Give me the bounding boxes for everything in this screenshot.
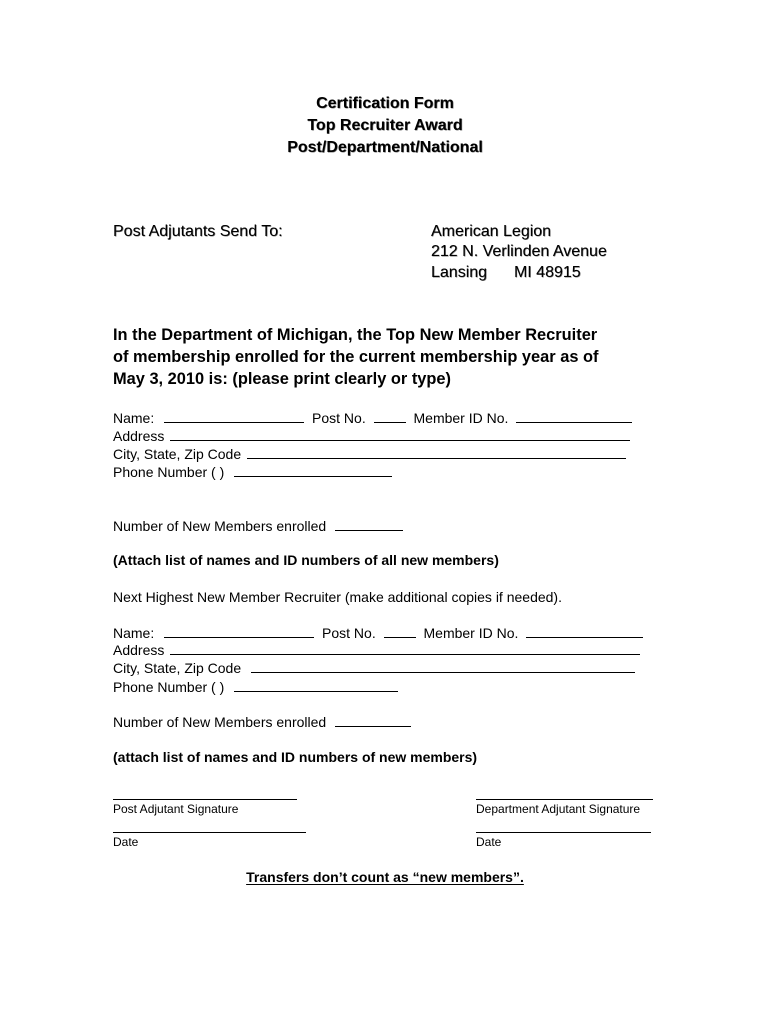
address-org: American Legion [431,223,552,240]
footer-note-text: Transfers don’t count as “new members”. [246,869,524,885]
member-id-field[interactable] [516,409,632,423]
intro-line-2: of membership enrolled for the current membership year as of [113,348,599,366]
city-state-zip-field[interactable] [247,445,626,459]
member-id-label: Member ID No. [413,410,509,426]
name-field[interactable] [164,409,304,423]
address-street: 212 N. Verlinden Avenue [431,243,607,260]
attach-note-2: (attach list of names and ID numbers of new members) [113,749,478,765]
recruiter-2-name-row [113,624,643,641]
member-id-label: Member ID No. [423,625,519,641]
city-state-zip-field[interactable] [251,659,635,673]
post-no-field[interactable] [374,409,406,423]
date-right-line[interactable] [476,832,651,833]
recruiter-2-count-row [113,713,411,730]
department-adjutant-signature-line[interactable] [476,799,653,800]
attach-note-1: (Attach list of names and ID numbers of all new members) [113,552,499,568]
address-city: Lansing [431,264,488,281]
city-state-zip-label: City, State, Zip Code [113,660,242,676]
recruiter-2-city-row [113,659,635,676]
intro-line-3: May 3, 2010 is: (please print clearly or type) [113,370,451,388]
recruiter-2-phone-row [113,678,398,695]
date-left-line[interactable] [113,832,306,833]
recruiter-1-phone-row [113,463,392,480]
address-label: Address [113,428,165,444]
intro-line-1: In the Department of Michigan, the Top New Member Recruiter [113,326,598,344]
post-adjutant-signature-label: Post Adjutant Signature [113,802,239,816]
address-field[interactable] [170,427,630,441]
new-members-label: Number of New Members enrolled [113,714,327,730]
new-members-label: Number of New Members enrolled [113,518,327,534]
post-adjutant-signature-line[interactable] [113,799,297,800]
name-label: Name: [113,625,155,641]
recruiter-1-name-row [113,409,632,426]
phone-field[interactable] [234,463,392,477]
member-id-field[interactable] [526,624,643,638]
phone-field[interactable] [234,678,398,692]
name-label: Name: [113,410,155,426]
recruiter-1-address-row [113,427,630,444]
footer-note [0,869,770,885]
new-members-field[interactable] [335,713,411,727]
recruiter-2-address-row [113,641,640,658]
address-label: Address [113,642,165,658]
address-field[interactable] [170,641,640,655]
post-no-field[interactable] [384,624,416,638]
address-state-zip: MI 48915 [513,264,581,281]
recruiter-1-count-row [113,517,403,534]
name-field[interactable] [164,624,314,638]
form-subtitle: Top Recruiter Award [307,117,463,134]
recruiter-1-city-row [113,445,626,462]
form-scope: Post/Department/National [287,139,483,156]
department-adjutant-signature-label: Department Adjutant Signature [476,802,641,816]
form-title: Certification Form [316,95,454,112]
date-left-label: Date [113,835,139,849]
post-no-label: Post No. [322,625,376,641]
address-city-line [431,264,581,282]
phone-label: Phone Number ( ) [113,679,225,695]
send-to-label: Post Adjutants Send To: [113,223,283,240]
date-right-label: Date [476,835,502,849]
next-highest-label: Next Highest New Member Recruiter (make additional copies if needed). [113,589,562,605]
phone-label: Phone Number ( ) [113,464,225,480]
city-state-zip-label: City, State, Zip Code [113,446,242,462]
new-members-field[interactable] [335,517,403,531]
post-no-label: Post No. [312,410,366,426]
